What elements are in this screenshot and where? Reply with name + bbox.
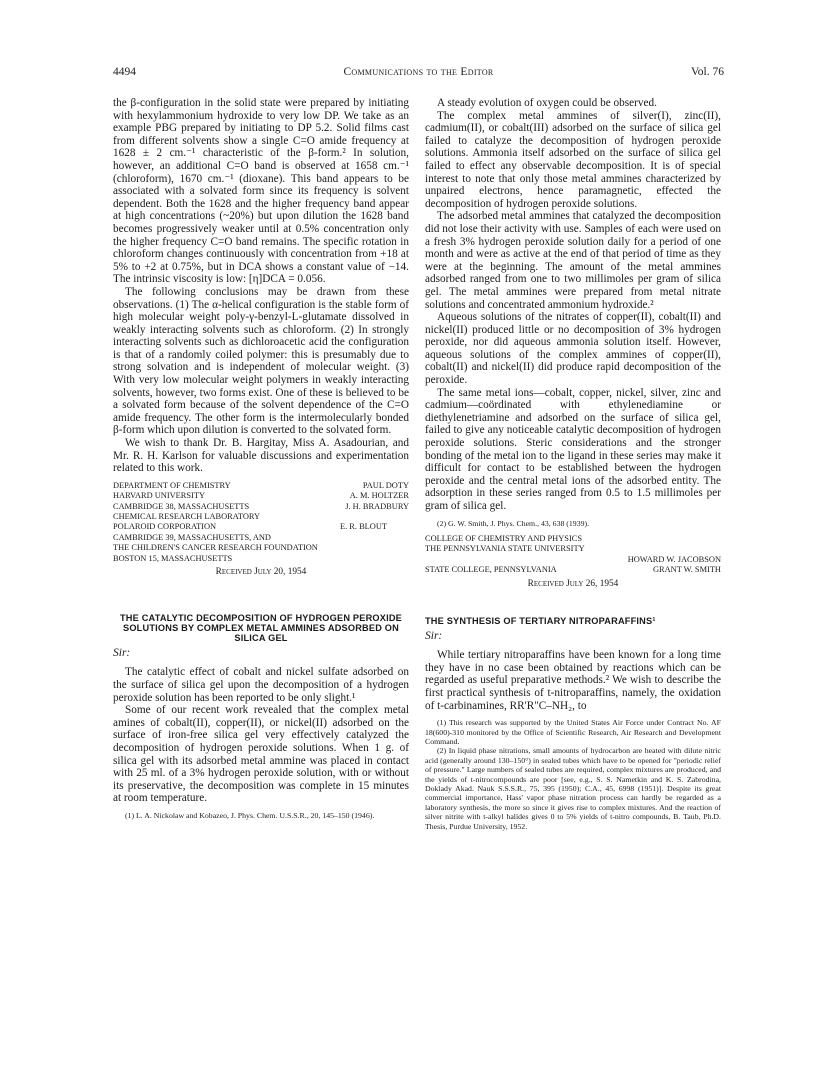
article-title: THE CATALYTIC DECOMPOSITION OF HYDROGEN PEROXIDE SOLUTIONS BY COMPLEX METAL AMMINES ADSORBED ON SILICA GEL	[119, 612, 402, 644]
article-title: THE SYNTHESIS OF TERTIARY NITROPARAFFINS¹	[425, 616, 656, 627]
body-paragraph: A steady evolution of oxygen could be observed.	[437, 97, 657, 109]
affiliation-line: DEPARTMENT OF CHEMISTRY	[113, 480, 231, 490]
affiliation-line: HARVARD UNIVERSITY	[113, 491, 205, 501]
received-date: Received July 26, 1954	[527, 578, 619, 589]
footnote: (1) L. A. Nickolaw and Kobazeo, J. Phys. Chem. U.S.S.R., 20, 145–150 (1946).	[125, 811, 375, 820]
received-date: Received July 20, 1954	[215, 567, 307, 578]
running-title: Communications to the Editor	[343, 66, 494, 78]
footnote: (2) In liquid phase nitrations, small amounts of hydrocarbon are heated with dilute nitric acid (generally around 130–150°) in sealed tubes which have to be opened for "periodic relief of pressure." Large numbers of sealed tubes are required, complex mixtures are produced, and the yields of t-nitrocompounds are poor [see, e.g., S. S. Nametkin and K. S. Zabrodina, Doklady Akad. Nauk S.S.S.R., 75, 395 (1950); C.A., 45, 6998 (1951)]. Despite its great commercial importance, Hass' vapor phase nitration process can hardly be regarded as a laboratory synthesis, the more so since it gives rise to complex mixtures. And the reaction of silver nitrite with t-alkyl halides gives 0 to 5% yields of t-nitro compounds, B. Taub, Ph.D. Thesis, Purdue University, 1952.	[425, 746, 721, 831]
body-paragraph: While tertiary nitroparaffins have been known for a long time they have in no case been obtained by reactions which can be regarded as useful preparative methods.² We wish to describe the first practical synthesis of t-nitroparaffins, namely, the oxidation of t-carbinamines, RR'R"C–NH₂, to	[425, 649, 721, 712]
author-name: E. R. BLOUT	[340, 522, 387, 532]
author-name: HOWARD W. JACOBSON	[627, 554, 721, 564]
author-name: A. M. HOLTZER	[349, 491, 409, 501]
body-paragraph: The following conclusions may be drawn from these observations. (1) The α-helical configuration is the stable form of high molecular weight poly-γ-benzyl-L-glutamate dissolved in weakly interacting solvents such as chloroform. (2) In strongly interacting solvents such as dichloroacetic acid the configuration is that of a randomly coiled polymer: this is presumably due to strong solvation and is independent of molecular weight. (3) With very low molecular weight polymers in weakly interacting solvents, however, two forms exist. One of these is believed to be a solvated form because of the solvent dependence of the C=O amide frequency. The other form is the intermolecularly bonded β-form which upon dilution is converted to the solvated form.	[113, 285, 409, 437]
author-name: J. H. BRADBURY	[345, 501, 409, 511]
affiliation-line: CAMBRIDGE 38, MASSACHUSETTS	[113, 501, 250, 511]
page-header	[113, 66, 724, 82]
body-paragraph: the β-configuration in the solid state were prepared by initiating with hexylammonium hydroxide to very low DP. We take as an example PBG prepared by initiating to DP 5.2. Solid films cast from different solvents show a single C=O amide frequency at 1628 ± 2 cm.⁻¹ characteristic of the β-form.² In solution, however, an additional C=O band is observed at 1658 cm.⁻¹ (chloroform), 1670 cm.⁻¹ (dioxane). This band appears to be associated with a solvated form since its frequency is solvent dependent. Both the 1628 and the higher frequency band appear at high concentrations (~20%) but upon dilution the 1628 band becomes progressively weaker until at 0.5% concentration only the higher frequency C=O band remains. The specific rotation in chloroform changes continuously with concentration from +18 at 5% to +2 at 0.75%, but in DCA shows a constant value of −14. The intrinsic viscosity is low: [η]DCA = 0.056.	[113, 97, 409, 286]
salutation: Sir:	[425, 629, 443, 642]
author-affiliation	[425, 534, 721, 576]
body-paragraph: The same metal ions—cobalt, copper, nickel, silver, zinc and cadmium—coördinated with ethylenediamine or diethylenetriamine and adsorbed on the surface of silica gel, failed to give any noticeable catalytic decomposition of hydrogen peroxide solutions. Steric considerations and the stronger bonding of the metal ion to the ligand in these series may make it difficult for contact to be established between the hydrogen peroxide and the central metal ions of the adsorbed entity. The adsorption in these series ranged from 0.5 to 1.5 millimoles per gram of silica gel.	[425, 386, 721, 512]
affiliation-line: BOSTON 15, MASSACHUSETTS	[113, 553, 233, 563]
body-paragraph: The adsorbed metal ammines that catalyzed the decomposition did not lose their activity with use. Samples of each were used on a fresh 3% hydrogen peroxide solution daily for a period of one month and were as active at the end of that period of time as they were at the beginning. The amount of the metal ammines adsorbed ranged from one to two millimoles per gram of silica gel. The metal ammines were prepared from metal nitrate solutions and concentrated ammonium hydroxide.²	[425, 210, 721, 311]
body-paragraph: The catalytic effect of cobalt and nickel sulfate adsorbed on the surface of silica gel upon the decomposition of a hydrogen peroxide solution has been reported to be only slight.¹	[113, 666, 409, 704]
body-paragraph: Some of our recent work revealed that the complex metal amines of cobalt(II), copper(II), or nickel(II) adsorbed on the surface of iron-free silica gel very effectively catalyzed the decomposition of hydrogen peroxide solutions. When 1 g. of silica gel with its adsorbed metal ammine was placed in contact with 25 ml. of a 3% hydrogen peroxide solution, with or without its preservative, the decomposition was complete in 15 minutes at room temperature.	[113, 704, 409, 805]
body-paragraph: Aqueous solutions of the nitrates of copper(II), cobalt(II) and nickel(II) produced little or no decomposition of 3% hydrogen peroxide, nor did aqueous ammonia solution itself. However, aqueous solutions of the complex ammines of copper(II), cobalt(II) and nickel(II) did produce rapid decomposition of the peroxide.	[425, 311, 721, 387]
affiliation-line: THE PENNSYLVANIA STATE UNIVERSITY	[425, 544, 585, 554]
author-name: PAUL DOTY	[362, 480, 409, 490]
body-paragraph: The complex metal ammines of silver(I), zinc(II), cadmium(II), or cobalt(III) adsorbed on the surface of silica gel failed to catalyze the decomposition of hydrogen peroxide solutions. Ammonia itself adsorbed on the surface of silica gel failed to effect any observable decomposition. It is of special interest to note that only those metal ammines characterized by unpaired electrons, hence paramagnetic, effected the decomposition of hydrogen peroxide solutions.	[425, 109, 721, 210]
left-column	[113, 97, 409, 820]
volume-label: Vol. 76	[690, 66, 724, 78]
affiliation-line: COLLEGE OF CHEMISTRY AND PHYSICS	[425, 534, 582, 543]
author-affiliation	[113, 481, 409, 564]
affiliation-line: CHEMICAL RESEARCH LABORATORY	[113, 512, 261, 522]
affiliation-line: THE CHILDREN'S CANCER RESEARCH FOUNDATION	[113, 543, 318, 553]
salutation: Sir:	[113, 646, 131, 659]
footnote: (1) This research was supported by the United States Air Force under Contract No. AF 18(600)-310 monitored by the Office of Scientific Research, Air Research and Development Command.	[425, 718, 721, 746]
author-name: GRANT W. SMITH	[652, 565, 721, 575]
body-paragraph: We wish to thank Dr. B. Hargitay, Miss A. Asadourian, and Mr. R. H. Karlson for valuable discussions and experimentation related to this work.	[113, 437, 409, 475]
affiliation-line: CAMBRIDGE 39, MASSACHUSETTS, AND	[113, 532, 271, 542]
affiliation-line: STATE COLLEGE, PENNSYLVANIA	[425, 565, 557, 575]
footnote: (2) G. W. Smith, J. Phys. Chem., 43, 638 (1939).	[437, 518, 590, 528]
right-column	[425, 97, 721, 831]
page-number: 4494	[113, 66, 136, 78]
affiliation-line: POLAROID CORPORATION	[113, 522, 217, 532]
